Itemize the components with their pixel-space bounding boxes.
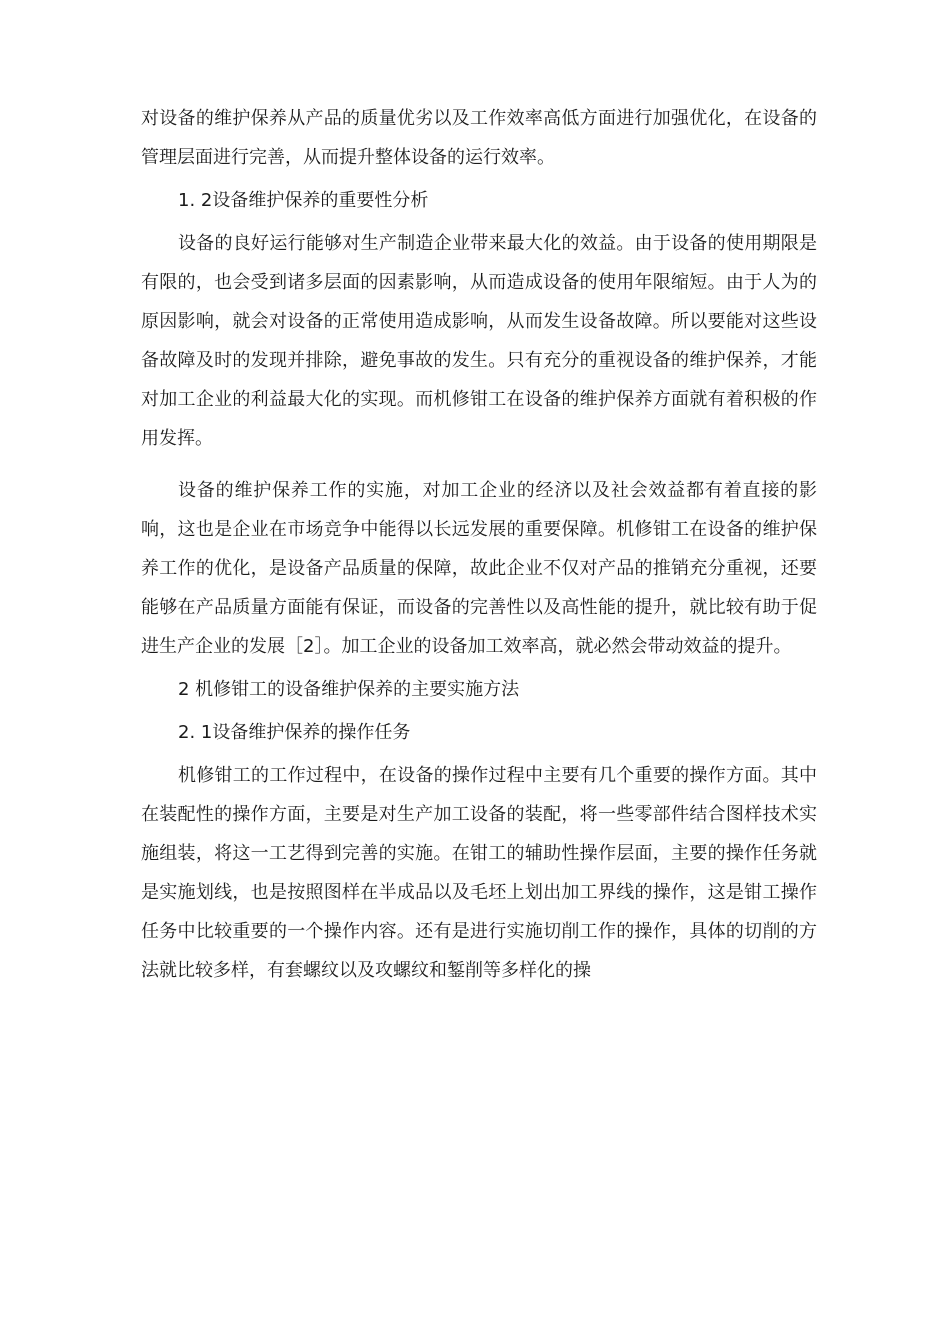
paragraph-continued: 对设备的维护保养从产品的质量优劣以及工作效率高低方面进行加强优化，在设备的管理层面进行完善，从而提升整体设备的运行效率。 — [141, 108, 817, 168]
paragraph-implementation: 设备的维护保养工作的实施，对加工企业的经济以及社会效益都有着直接的影响，这也是企业在市场竞争中能得以长远发展的重要保障。机修钳工在设备的维护保养工作的优化，是设备产品质量的保障，故此企业不仅对产品的推销充分重视，还要能够在产品质量方面能有保证，而设备的完善性以及高性能的提升，就比较有助于促进生产企业的发展［2］。加工企业的设备加工效率高，就必然会带动效益的提升。 — [141, 480, 817, 657]
section-heading-1-2: 1. 2设备维护保养的重要性分析 — [178, 190, 429, 211]
paragraph-operation-tasks: 机修钳工的工作过程中，在设备的操作过程中主要有几个重要的操作方面。其中在装配性的操作方面，主要是对生产加工设备的装配，将一些零部件结合图样技术实施组装，将这一工艺得到完善的实施。在钳工的辅助性操作层面，主要的操作任务就是实施划线，也是按照图样在半成品以及毛坯上划出加工界线的操作，这是钳工操作任务中比较重要的一个操作内容。还有是进行实施切削工作的操作，具体的切削的方法就比较多样，有套螺纹以及攻螺纹和錾削等多样化的操 — [141, 765, 817, 981]
section-heading-2-1: 2. 1设备维护保养的操作任务 — [178, 722, 411, 743]
document-body — [141, 99, 817, 990]
paragraph-importance: 设备的良好运行能够对生产制造企业带来最大化的效益。由于设备的使用期限是有限的，也会受到诸多层面的因素影响，从而造成设备的使用年限缩短。由于人为的原因影响，就会对设备的正常使用造成影响，从而发生设备故障。所以要能对这些设备故障及时的发现并排除，避免事故的发生。只有充分的重视设备的维护保养，才能对加工企业的利益最大化的实现。而机修钳工在设备的维护保养方面就有着积极的作用发挥。 — [141, 233, 817, 449]
section-heading-2: 2 机修钳工的设备维护保养的主要实施方法 — [178, 679, 520, 700]
